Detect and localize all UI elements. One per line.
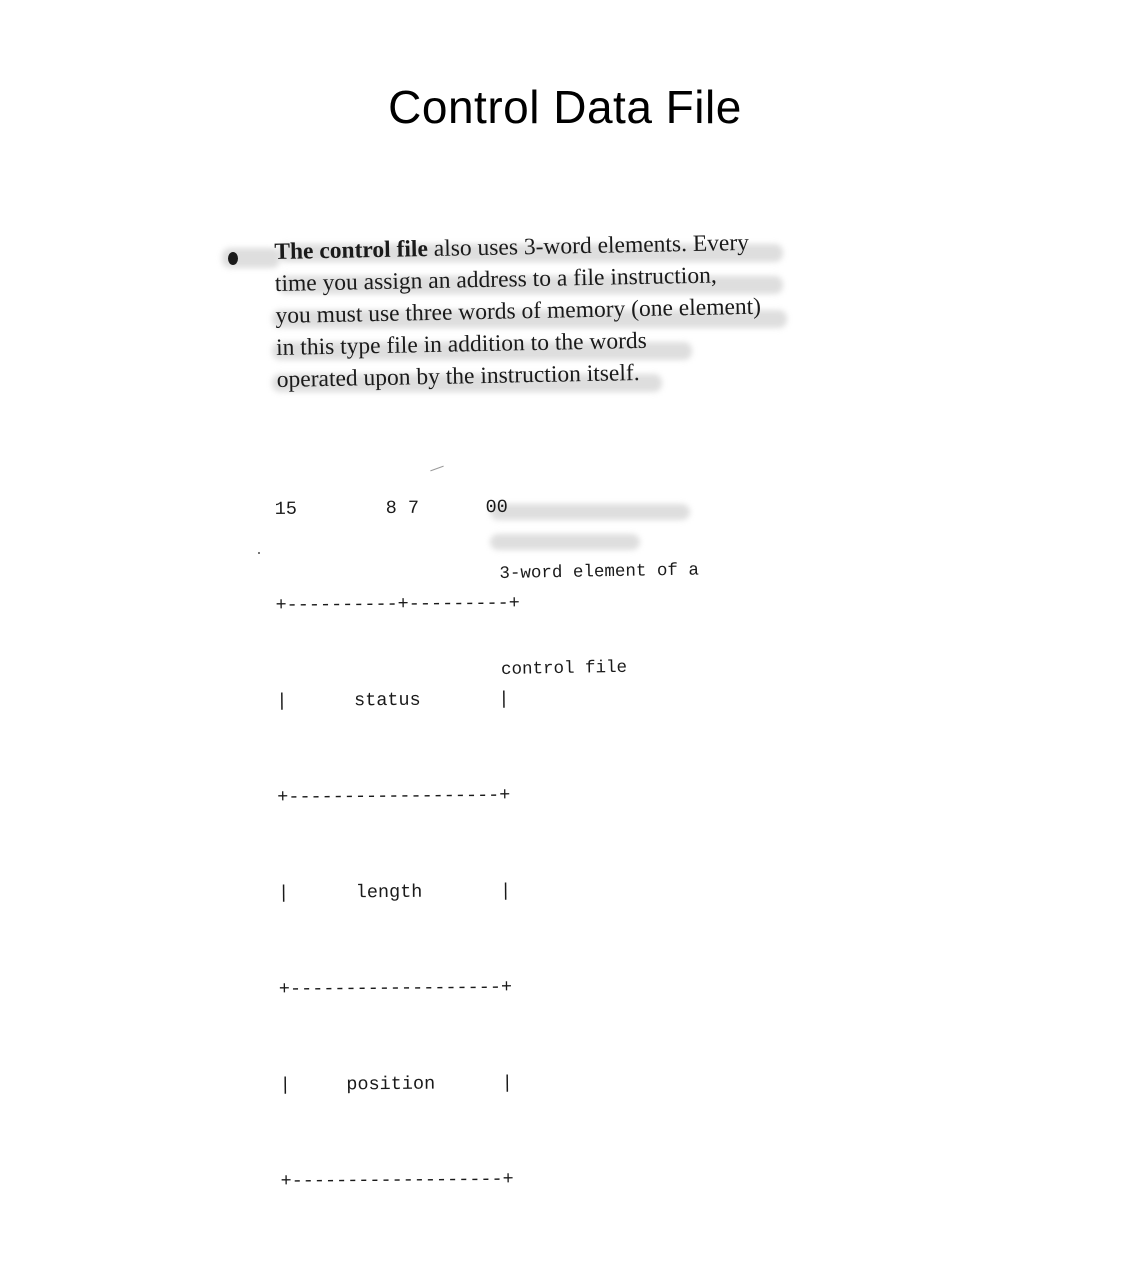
passage-line-2: time you assign an address to a file instruction, <box>274 262 717 297</box>
scanned-excerpt <box>220 229 805 1192</box>
diagram-row-position: | position | <box>279 1072 513 1096</box>
passage-line-4: in this type file in addition to the words <box>275 327 648 361</box>
diagram-side-note <box>498 491 702 750</box>
diagram-top-border: +----------+---------+ <box>275 592 520 616</box>
passage-line-1-rest: also uses 3-word elements. Every <box>427 229 750 263</box>
diagram-separator: +-------------------+ <box>278 976 513 1000</box>
passage-bold-lead: The control file <box>274 236 429 265</box>
side-note-line-1: 3-word element of a <box>499 560 700 584</box>
slide-title: Control Data File <box>388 81 742 133</box>
diagram-row-length: | length | <box>277 880 512 904</box>
passage-line-5: operated upon by the instruction itself. <box>276 360 640 393</box>
word-layout-diagram <box>274 428 526 1262</box>
passage-line-3: you must use three words of memory (one element) <box>275 293 762 329</box>
passage-text <box>274 226 807 396</box>
bullet-icon <box>228 252 238 265</box>
diagram-row-status: | status | <box>276 688 510 712</box>
bit-number-header: 15 8 7 00 <box>274 496 508 520</box>
diagram-separator: +-------------------+ <box>277 784 511 808</box>
scan-speck <box>258 552 260 554</box>
side-note-line-2: control file <box>500 657 628 680</box>
diagram-bottom-border: +-------------------+ <box>280 1168 514 1192</box>
